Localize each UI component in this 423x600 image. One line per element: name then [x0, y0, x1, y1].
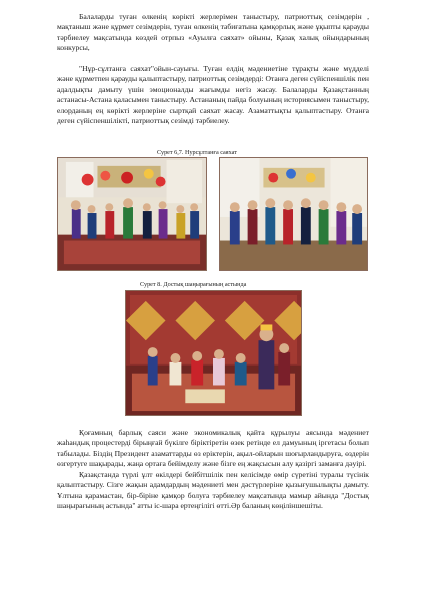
- caption-photo-6-7: Сурет 6,7. Нурсұлтанға саяхат: [157, 149, 237, 156]
- paragraph-nur-sultan-trip: "Нұр-сұлтанға саяхат"ойын-сауығы. Туған елдің мәдениетіне тұрақты және мүдделі және құрметпен қарауды қалыптастыру, патриоттық сезімдерді: Отанға деген сүйіспеншілік пен адалдықты дамыту үшін эмоционалды жағымды негіз жасау. Балаларды Қазақстанның астанасы-Астана қаласымен таныстыру. Астананың пайда болуының историясымен таныстыру, елорданың ең көрікті жерлеріне сыртқай саяхат жасау. Азаматтықты қалыптастыру. Отанға деген сүйіспеншілікті, патриоттық сезімді тәрбиелеу.: [57, 64, 369, 126]
- paragraph-culture-society: Қоғамның барлық саяси және экономикалық қайта құрылуы аясында мәдениет жаһандық процестерді бірыңғай бүкілге біріктіретін өзек ретінде ел дамуының іргетасы болып табылады. Біздің Президент азаматтарды өз еріктерін, ақыл-ойларын шоғырландыруға, өздерін өзгертуге шақырады, жаңа ортаға бейімделу және бізге ең жақсысын алу қазіргі заманға дәуірі.: [57, 428, 369, 469]
- photo-7-children-costumes: [219, 157, 368, 271]
- paragraph-friendship-event: Қазақстанда түрлі ұлт өкілдері бейбітшілік пен келісімде өмір сүретіні туралы түсінік қалыптастыру. Сізге жақын адамдардың мәдениеті мен дәстүрлеріне қызығушылықты дамыту. Ұлтына қарамастан, бір-біріне қамқор болуға тәрбиелеу мақсатында мамыр айында "Достық шаңырағының астында" атты іс-шара ертеңгілігі өтті.Әр баланың көңіліншешіты.: [57, 470, 369, 511]
- photo-6-children-performance: [57, 157, 207, 271]
- caption-photo-8: Сурет 8. Достық шаңырағының астында: [140, 281, 247, 288]
- photo-8-friendship-yurt: [125, 290, 302, 416]
- paragraph-intro: Балаларды туған өлкенің көрікті жерлерімен таныстыру, патриоттық сезімдерін , мақтаныш және құрмет сезімдерін, туған өлкенің табиғатына қамқорлық және ұқыпты қарауды тәрбиелеу мақсатында көздей отрпыз «Ауылға саяхат» ойыны, Қазақ халық ойындарының конкурсы,: [57, 12, 369, 53]
